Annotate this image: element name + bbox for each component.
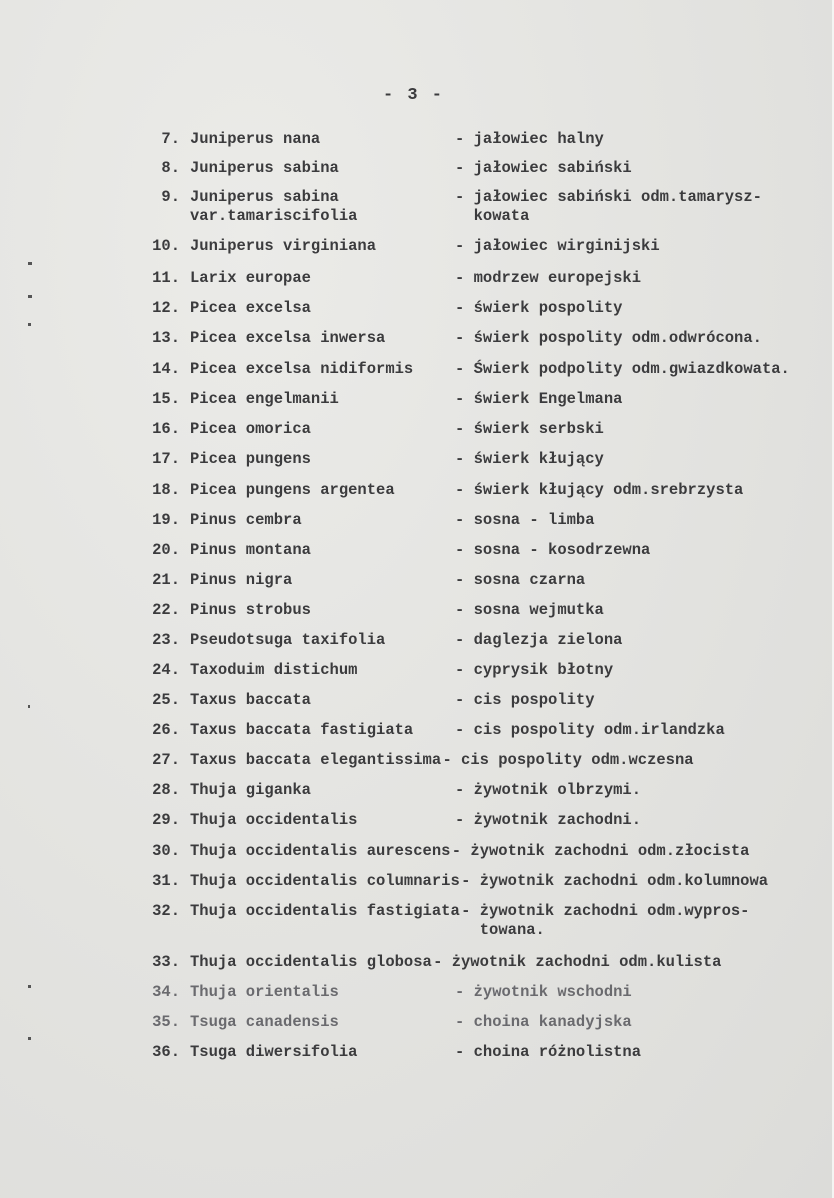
- margin-mark: [28, 323, 31, 326]
- latin-name: [190, 811, 357, 830]
- item-number: 7.: [161, 130, 180, 148]
- polish-name-line: - cis pospolity odm.wczesna: [442, 751, 694, 769]
- list-item: [0, 983, 834, 1005]
- item-number: 23.: [152, 631, 180, 649]
- polish-name-line: - świerk kłujący odm.srebrzysta: [455, 481, 744, 499]
- latin-name: [190, 601, 311, 620]
- polish-name-line: - daglezja zielona: [455, 631, 623, 649]
- latin-name: [190, 571, 292, 590]
- polish-name: [455, 983, 632, 1002]
- polish-name-line: kowata: [455, 207, 530, 225]
- item-number: 17.: [152, 450, 180, 468]
- latin-name: [190, 781, 311, 800]
- polish-name-line: - cis pospolity odm.irlandzka: [455, 721, 725, 739]
- list-item: [0, 269, 834, 291]
- polish-name-line: - świerk pospolity: [455, 299, 623, 317]
- item-number: 27.: [152, 751, 180, 769]
- latin-name: [190, 299, 311, 318]
- polish-name: [455, 1043, 641, 1062]
- latin-name: [190, 1013, 339, 1032]
- polish-name-line: - jałowiec sabiński: [455, 159, 632, 177]
- margin-mark: [28, 985, 31, 988]
- item-number: 31.: [152, 872, 180, 890]
- polish-name-line: - jałowiec sabiński odm.tamarysz-: [455, 188, 762, 206]
- latin-name-line: Taxoduim distichum: [190, 661, 358, 679]
- polish-name-line: - Świerk podpolity odm.gwiazdkowata.: [455, 360, 790, 378]
- item-number: 32.: [152, 902, 180, 920]
- list-item: [0, 420, 834, 442]
- latin-name: [190, 902, 460, 921]
- polish-name: [455, 269, 641, 288]
- item-number: 28.: [152, 781, 180, 799]
- latin-name: [190, 1043, 357, 1062]
- polish-name-line: - żywotnik zachodni odm.kolumnowa: [461, 872, 769, 890]
- latin-name-line: Thuja orientalis: [190, 983, 339, 1001]
- list-item: [0, 511, 834, 533]
- polish-name: [455, 661, 613, 680]
- polish-name-line: - żywotnik wschodni: [455, 983, 632, 1001]
- polish-name-line: - żywotnik zachodni odm.wypros-: [461, 902, 750, 920]
- item-number: 25.: [152, 691, 180, 709]
- latin-name-line: Pinus nigra: [190, 571, 293, 589]
- latin-name-line: Tsuga diwersifolia: [190, 1043, 358, 1061]
- item-number: 30.: [152, 842, 180, 860]
- list-item: [0, 1013, 834, 1035]
- latin-name-line: Picea engelmanii: [190, 390, 339, 408]
- polish-name: [455, 481, 743, 500]
- list-item: [0, 691, 834, 713]
- polish-name: [455, 360, 790, 379]
- list-item: [0, 872, 834, 894]
- latin-name: [190, 450, 311, 469]
- item-number: 19.: [152, 511, 180, 529]
- list-item: [0, 1043, 834, 1065]
- latin-name-line: Juniperus sabina: [190, 188, 339, 206]
- latin-name: [190, 420, 311, 439]
- item-number: 10.: [152, 237, 180, 255]
- latin-name-line: Picea pungens argentea: [190, 481, 395, 499]
- item-number: 29.: [152, 811, 180, 829]
- polish-name-line: - świerk Engelmana: [455, 390, 623, 408]
- polish-name: [442, 751, 693, 770]
- list-item: [0, 781, 834, 803]
- latin-name-line: Pinus strobus: [190, 601, 311, 619]
- item-number: 35.: [152, 1013, 180, 1031]
- item-number: 15.: [152, 390, 180, 408]
- list-item: [0, 811, 834, 833]
- polish-name: [461, 902, 749, 940]
- margin-mark: [28, 295, 32, 298]
- latin-name-line: Taxus baccata: [190, 691, 311, 709]
- item-number: 36.: [152, 1043, 180, 1061]
- list-item: [0, 130, 834, 152]
- polish-name-line: - cyprysik błotny: [455, 661, 614, 679]
- latin-name-line: Thuja occidentalis: [190, 811, 358, 829]
- latin-name-line: Taxus baccata elegantissima: [190, 751, 442, 769]
- item-number: 21.: [152, 571, 180, 589]
- list-item: [0, 953, 834, 975]
- latin-name: [190, 390, 339, 409]
- latin-name-line: Pseudotsuga taxifolia: [190, 631, 386, 649]
- latin-name-line: Picea pungens: [190, 450, 311, 468]
- list-item: [0, 329, 834, 351]
- list-item: [0, 842, 834, 864]
- latin-name: [190, 159, 339, 178]
- polish-name: [455, 511, 595, 530]
- latin-name: [190, 751, 441, 770]
- latin-name-line: Thuja occidentalis fastigiata: [190, 902, 460, 920]
- latin-name: [190, 130, 320, 149]
- latin-name: [190, 541, 311, 560]
- polish-name: [455, 237, 660, 256]
- polish-name: [455, 299, 622, 318]
- polish-name-line: - jałowiec halny: [455, 130, 604, 148]
- latin-name: [190, 329, 385, 348]
- polish-name-line: - żywotnik zachodni.: [455, 811, 642, 829]
- polish-name-line: - jałowiec wirginijski: [455, 237, 660, 255]
- list-item: [0, 299, 834, 321]
- polish-name: [455, 811, 641, 830]
- polish-name-line: - modrzew europejski: [455, 269, 642, 287]
- list-item: [0, 450, 834, 472]
- polish-name: [455, 631, 622, 650]
- item-number: 11.: [152, 269, 180, 287]
- polish-name-line: - świerk serbski: [455, 420, 604, 438]
- latin-name: [190, 269, 311, 288]
- list-item: [0, 237, 834, 259]
- latin-name: [190, 661, 357, 680]
- latin-name: [190, 631, 385, 650]
- item-number: 26.: [152, 721, 180, 739]
- latin-name: [190, 953, 432, 972]
- latin-name-line: Thuja occidentalis globosa: [190, 953, 432, 971]
- polish-name-line: - sosna - kosodrzewna: [455, 541, 651, 559]
- list-item: [0, 360, 834, 382]
- list-item: [0, 159, 834, 181]
- latin-name-line: Pinus cembra: [190, 511, 302, 529]
- latin-name-line: Larix europae: [190, 269, 311, 287]
- latin-name-line: Taxus baccata fastigiata: [190, 721, 414, 739]
- list-item: [0, 661, 834, 683]
- latin-name: [190, 360, 413, 379]
- list-item: [0, 571, 834, 593]
- item-number: 13.: [152, 329, 180, 347]
- latin-name: [190, 511, 302, 530]
- item-number: 12.: [152, 299, 180, 317]
- item-number: 8.: [161, 159, 180, 177]
- polish-name: [455, 420, 604, 439]
- polish-name-line: - sosna czarna: [455, 571, 586, 589]
- latin-name-line: Tsuga canadensis: [190, 1013, 339, 1031]
- polish-name-line: - świerk pospolity odm.odwrócona.: [455, 329, 762, 347]
- latin-name-line: var.tamariscifolia: [190, 207, 358, 225]
- list-item: [0, 390, 834, 412]
- list-item: [0, 631, 834, 653]
- latin-name-line: Juniperus nana: [190, 130, 321, 148]
- latin-name: [190, 188, 357, 226]
- polish-name-line: - świerk kłujący: [455, 450, 604, 468]
- polish-name: [461, 872, 768, 891]
- polish-name: [455, 450, 604, 469]
- list-item: [0, 541, 834, 563]
- polish-name: [455, 159, 632, 178]
- polish-name-line: - żywotnik olbrzymi.: [455, 781, 642, 799]
- polish-name-line: towana.: [461, 921, 545, 939]
- item-number: 24.: [152, 661, 180, 679]
- polish-name: [455, 691, 595, 710]
- latin-name: [190, 983, 339, 1002]
- polish-name: [455, 721, 725, 740]
- list-item: [0, 751, 834, 773]
- polish-name-line: - żywotnik zachodni odm.złocista: [451, 842, 750, 860]
- latin-name: [190, 872, 460, 891]
- polish-name: [455, 1013, 632, 1032]
- latin-name: [190, 842, 450, 861]
- latin-name-line: Juniperus sabina: [190, 159, 339, 177]
- item-number: 14.: [152, 360, 180, 378]
- polish-name: [455, 188, 762, 226]
- polish-name-line: - cis pospolity: [455, 691, 595, 709]
- margin-mark: [28, 262, 32, 265]
- margin-mark: [28, 705, 30, 708]
- polish-name: [455, 130, 604, 149]
- polish-name: [433, 953, 721, 972]
- latin-name-line: Picea omorica: [190, 420, 311, 438]
- polish-name-line: - sosna wejmutka: [455, 601, 604, 619]
- polish-name: [455, 601, 604, 620]
- item-number: 33.: [152, 953, 180, 971]
- polish-name-line: - choina różnolistna: [455, 1043, 642, 1061]
- list-item: [0, 902, 834, 939]
- item-number: 18.: [152, 481, 180, 499]
- item-number: 9.: [161, 188, 180, 206]
- latin-name: [190, 721, 413, 740]
- latin-name-line: Pinus montana: [190, 541, 311, 559]
- list-item: [0, 601, 834, 623]
- latin-name: [190, 691, 311, 710]
- margin-mark: [28, 1037, 31, 1040]
- item-number: 20.: [152, 541, 180, 559]
- polish-name: [455, 329, 762, 348]
- polish-name: [455, 541, 650, 560]
- polish-name-line: - sosna - limba: [455, 511, 595, 529]
- latin-name-line: Picea excelsa nidiformis: [190, 360, 414, 378]
- polish-name: [455, 390, 622, 409]
- polish-name-line: - żywotnik zachodni odm.kulista: [433, 953, 722, 971]
- page-number: - 3 -: [383, 86, 445, 105]
- item-number: 34.: [152, 983, 180, 1001]
- item-number: 22.: [152, 601, 180, 619]
- polish-name: [452, 842, 750, 861]
- latin-name-line: Thuja occidentalis columnaris: [190, 872, 460, 890]
- latin-name: [190, 481, 395, 500]
- latin-name: [190, 237, 376, 256]
- item-number: 16.: [152, 420, 180, 438]
- list-item: [0, 721, 834, 743]
- polish-name: [455, 571, 585, 590]
- list-item: [0, 481, 834, 503]
- polish-name-line: - choina kanadyjska: [455, 1013, 632, 1031]
- polish-name: [455, 781, 641, 800]
- latin-name-line: Juniperus virginiana: [190, 237, 377, 255]
- list-item: [0, 188, 834, 225]
- latin-name-line: Picea excelsa inwersa: [190, 329, 386, 347]
- latin-name-line: Thuja occidentalis aurescens: [190, 842, 451, 860]
- latin-name-line: Thuja giganka: [190, 781, 311, 799]
- latin-name-line: Picea excelsa: [190, 299, 311, 317]
